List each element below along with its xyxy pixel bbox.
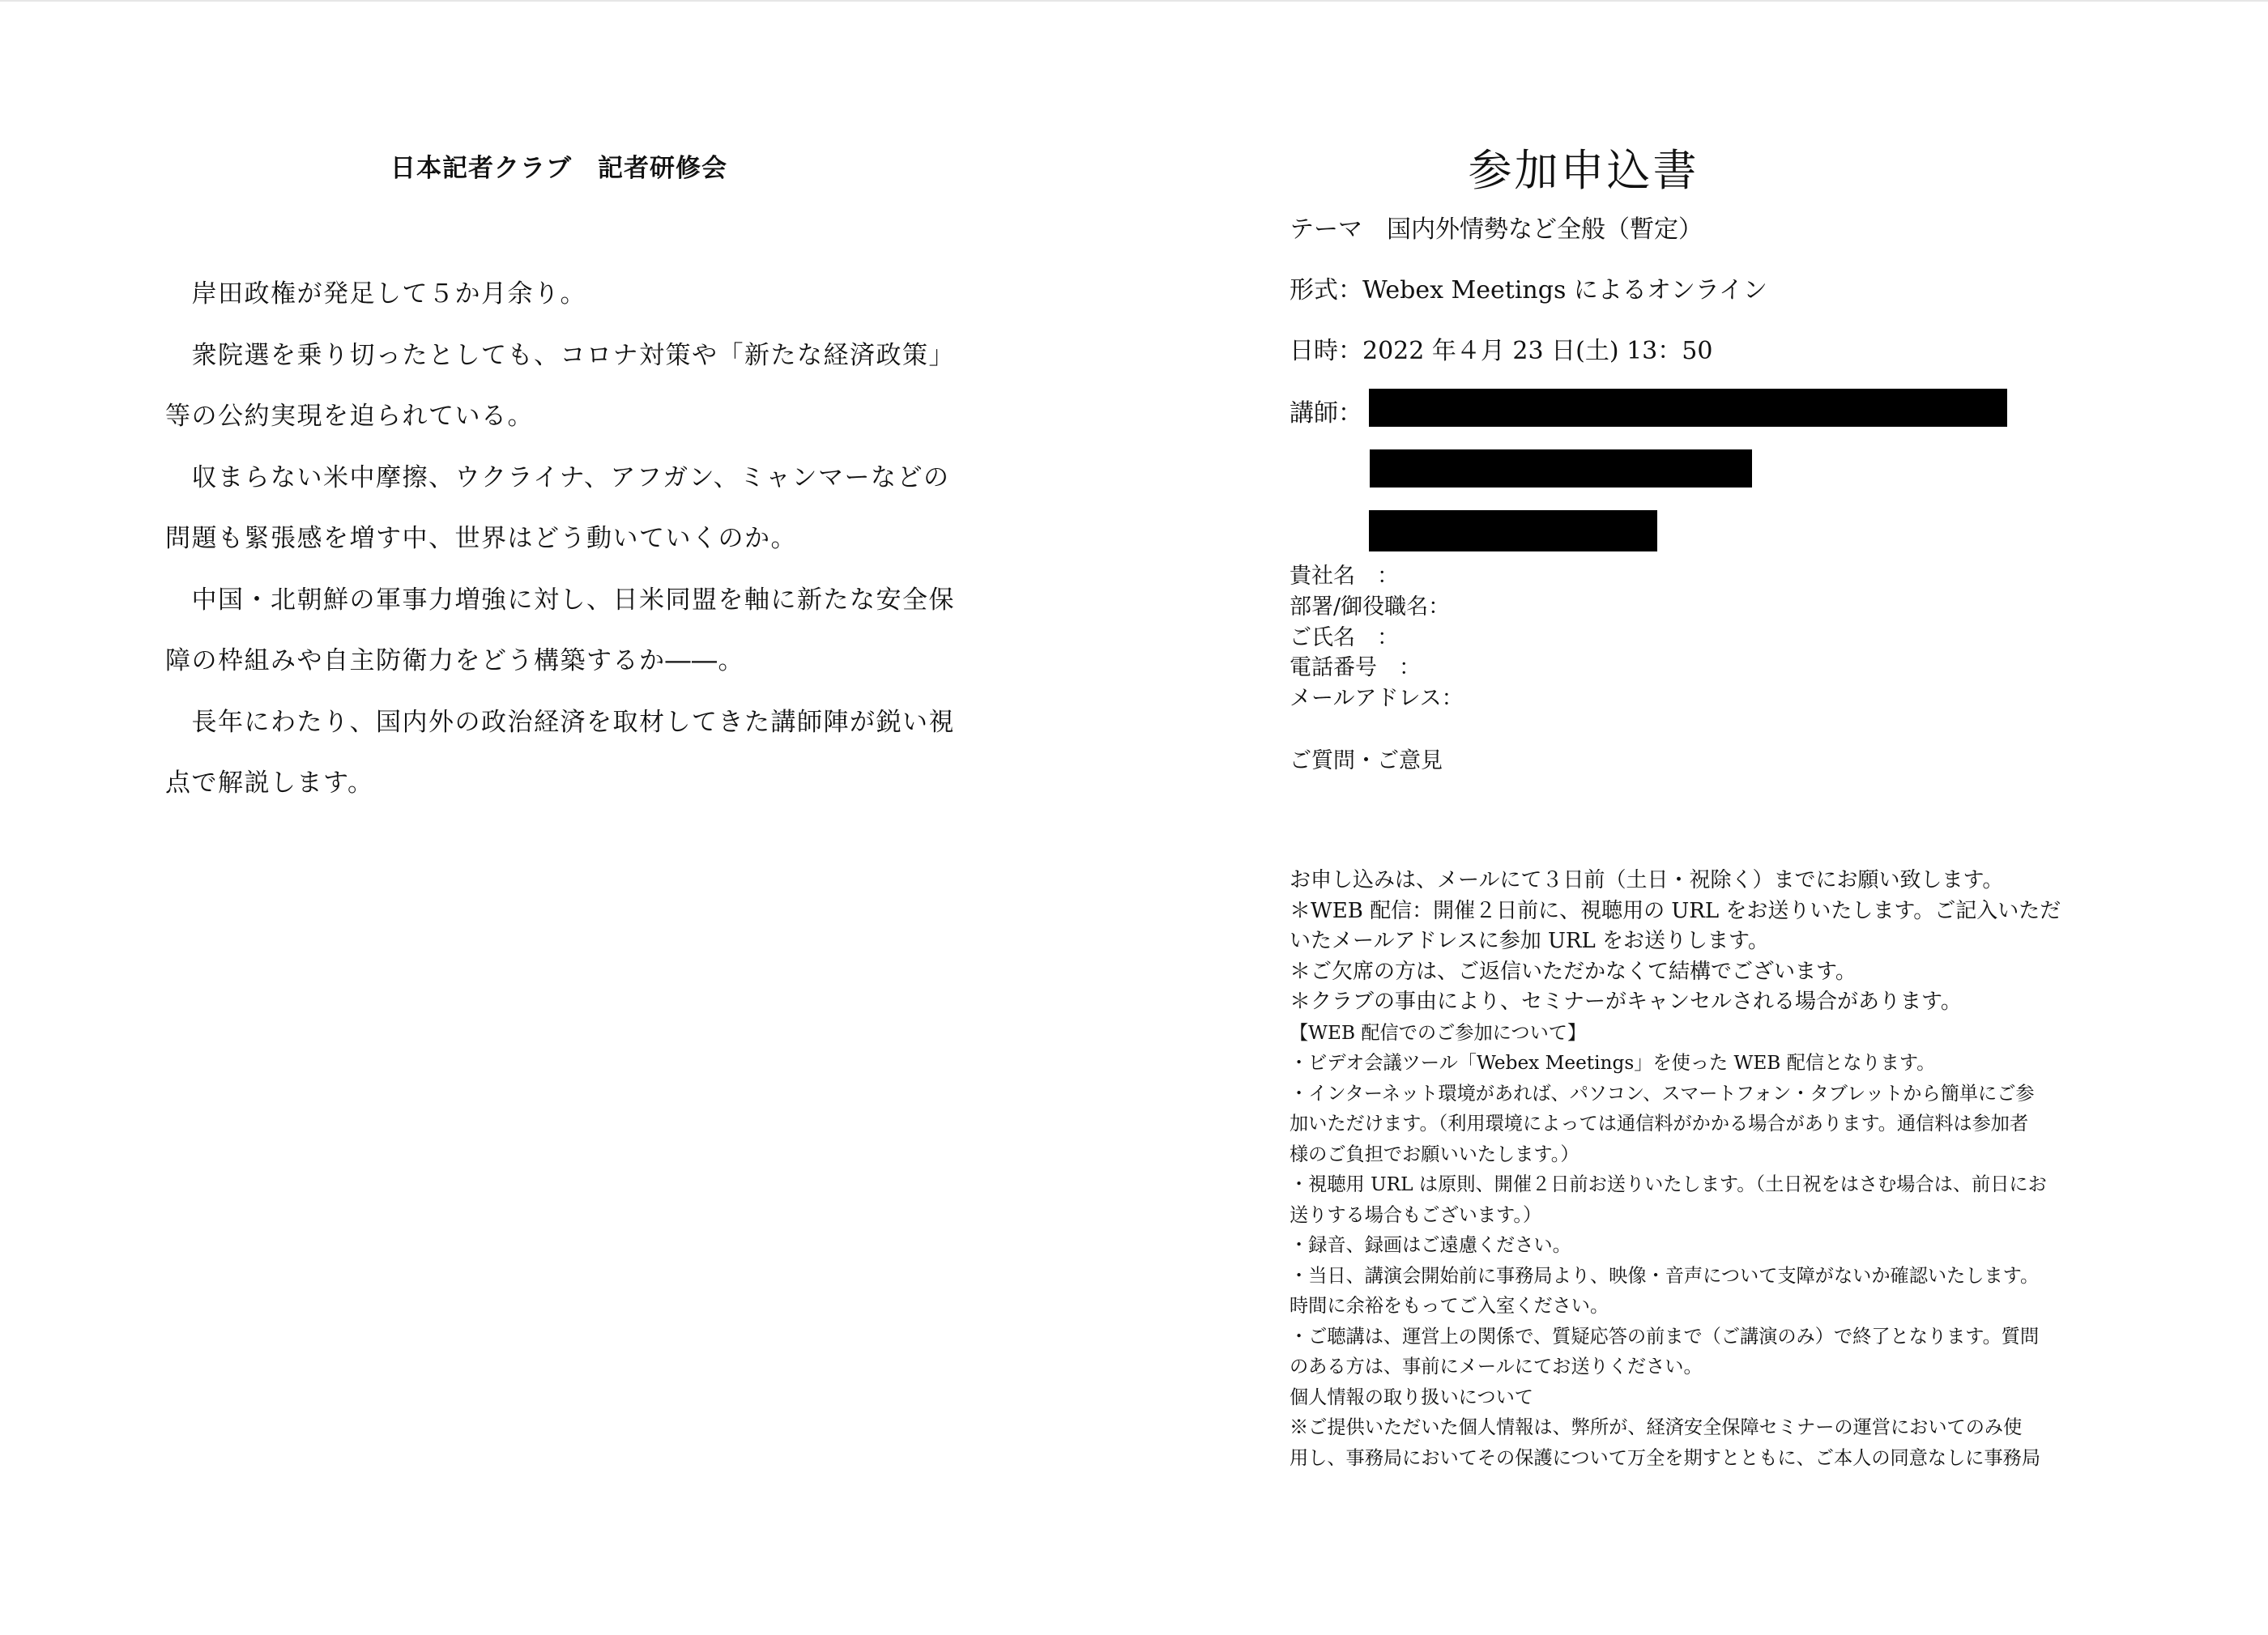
intro-line: 点で解説します。 [165,769,374,798]
intro-line: 中国・北朝鮮の軍事力増強に対し、日米同盟を軸に新たな安全保 [165,585,955,615]
note-line: 時間に余裕をもってご入室ください。 [1290,1295,1609,1317]
note-line: ・当日、講演会開始前に事務局より、映像・音声について支障がないか確認いたします。 [1290,1264,2040,1287]
note-line: ・視聴用 URL は原則、開催２日前お送りいたします。（土日祝をはさむ場合は、前日にお [1290,1173,2047,1195]
note-line: 個人情報の取り扱いについて [1290,1386,1533,1408]
redacted-lecturer-3 [1369,510,1657,551]
note-line: ・ご聴講は、運営上の関係で、質疑応答の前まで（ご講演のみ）で終了となります。質問 [1290,1325,2040,1348]
redacted-lecturer-1 [1369,389,2007,427]
seminar-title: 日本記者クラブ 記者研修会 [390,154,727,183]
lecturer-label: 講師： [1290,399,1362,428]
intro-line: 等の公約実現を迫られている。 [165,402,534,431]
note-line: いたメールアドレスに参加 URL をお送りします。 [1290,929,1769,953]
notes-section [1290,866,2148,1473]
intro-line: 収まらない米中摩擦、ウクライナ、アフガン、ミャンマーなどの [165,462,950,492]
email-field: メールアドレス： [1290,686,1464,712]
note-line: のある方は、事前にメールにてお送りください。 [1290,1356,1703,1377]
intro-text [165,264,983,815]
question-comment-label: ご質問・ご意見 [1290,748,1443,773]
department-title-field: 部署/御役職名： [1290,594,1451,620]
redacted-lecturer-2 [1370,449,1752,488]
intro-line: 問題も緊張感を増す中、世界はどう動いていくのか。 [165,524,797,553]
phone-field: 電話番号 ： [1290,655,1421,681]
note-line: ＊WEB 配信：開催２日前に、視聴用の URL をお送りいたします。ご記入いただ [1290,898,2061,923]
datetime-line: 日時：2022 年４月 23 日(土) 13：50 [1290,337,1713,365]
intro-line: 長年にわたり、国内外の政治経済を取材してきた講師陣が鋭い視 [165,707,955,737]
note-line: 送りする場合もございます。） [1290,1203,1542,1226]
note-line: 加いただけます。（利用環境によっては通信料がかかる場合があります。通信料は参加者 [1290,1113,2029,1135]
intro-line: 障の枠組みや自主防衛力をどう構築するか――。 [165,646,744,675]
note-line: ※ご提供いただいた個人情報は、弊所が、経済安全保障セミナーの運営においてのみ使 [1290,1416,2023,1438]
form-fields [1290,561,1464,714]
note-line: ・録音、録画はご遠慮ください。 [1290,1234,1571,1256]
note-line: ＊クラブの事由により、セミナーがキャンセルされる場合があります。 [1290,990,1962,1014]
name-field: ご氏名 ： [1290,624,1399,650]
theme-line: テーマ 国内外情勢など全般（暫定） [1290,215,1703,244]
intro-line: 岸田政権が発足して５か月余り。 [165,279,586,309]
note-line: ・インターネット環境があれば、パソコン、スマートフォン・タブレットから簡単にご参 [1290,1082,2035,1105]
application-form-title-text: 参加申込書 [1468,145,1699,196]
company-name-field: 貴社名 ： [1290,564,1399,589]
note-line: 【WEB 配信でのご参加について】 [1290,1021,1587,1044]
intro-line: 衆院選を乗り切ったとしても、コロナ対策や「新たな経済政策」 [165,340,955,370]
format-line: 形式：Webex Meetings によるオンライン [1290,276,1767,304]
note-line: お申し込みは、メールにて３日前（土日・祝除く）までにお願い致します。 [1290,868,2004,892]
note-line: 用し、事務局においてその保護について万全を期すとともに、ご本人の同意なしに事務局 [1290,1446,2041,1469]
note-line: ・ビデオ会議ツール「Webex Meetings」を使った WEB 配信となります。 [1290,1052,1936,1074]
note-line: 様のご負担でお願いいたします。） [1290,1143,1580,1165]
note-line: ＊ご欠席の方は、ご返信いただかなくて結構でございます。 [1290,959,1857,984]
right-page [1134,0,2268,1635]
